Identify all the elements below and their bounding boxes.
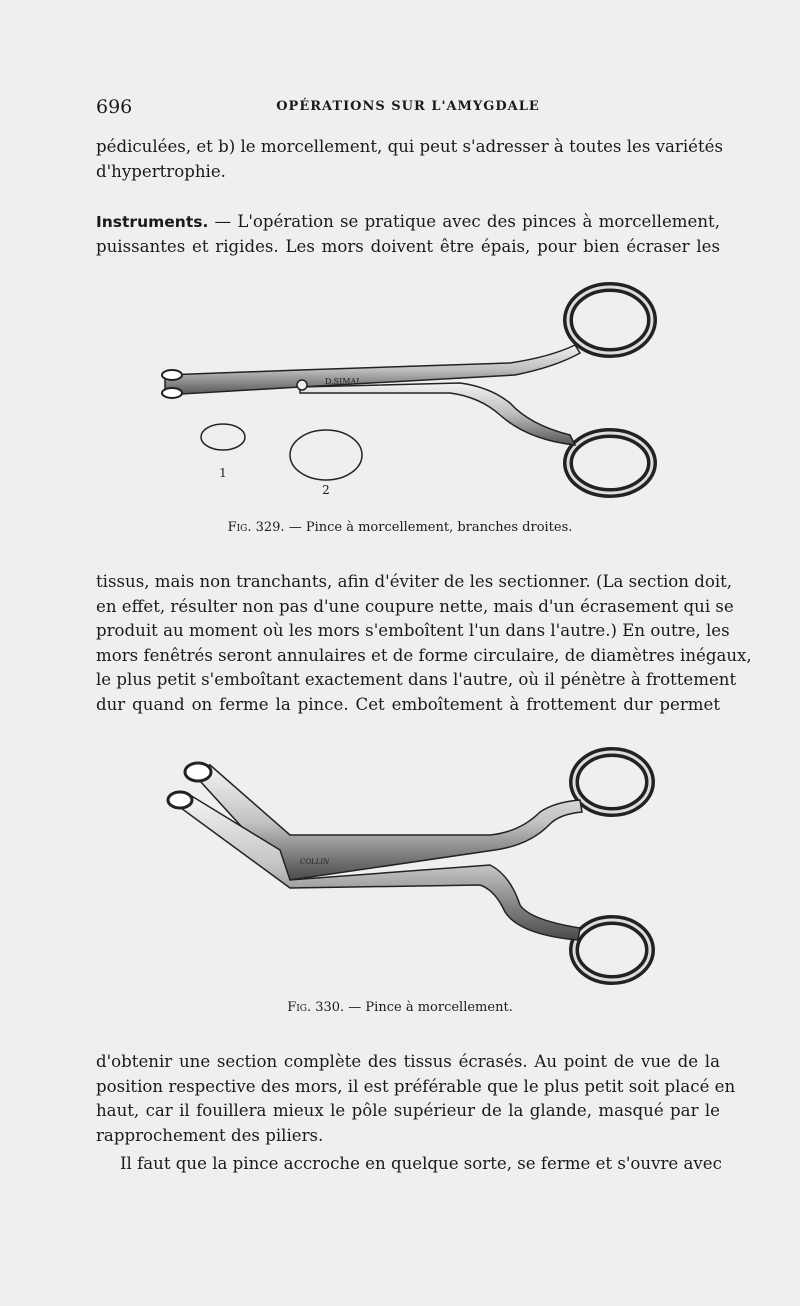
caption-text: — Pince à morcellement, branches droites. bbox=[284, 520, 573, 535]
figure-label-2: 2 bbox=[322, 483, 330, 497]
paragraph-1 bbox=[96, 135, 723, 184]
text-line: pédiculées, et b) le morcellement, qui peut s'adresser à toutes les variétés bbox=[96, 137, 723, 156]
text-line: d'hypertrophie. bbox=[96, 161, 226, 181]
running-head: OPÉRATIONS SUR L'AMYGDALE bbox=[276, 99, 540, 114]
text-line: le plus petit s'emboîtant exactement dans l'autre, où il pénètre à frottement bbox=[96, 670, 737, 689]
maker-mark: D.SIMAL bbox=[325, 377, 362, 386]
text-line: d'obtenir une section complète des tissus écrasés. Au point de vue de la bbox=[96, 1052, 720, 1071]
straight-forceps-drawing bbox=[162, 287, 652, 493]
text-line bbox=[96, 210, 720, 235]
text-line: position respective des mors, il est préférable que le plus petit soit placé en bbox=[96, 1076, 736, 1096]
large-jaw-ring-diagram bbox=[290, 430, 362, 480]
text-line: rapprochement des piliers. bbox=[96, 1125, 324, 1145]
figure-number: Fig. 329. bbox=[227, 520, 285, 535]
text-line: mors fenêtrés seront annulaires et de forme circulaire, de diamètres inégaux, bbox=[96, 645, 752, 665]
text-fragment: — L'opération se pratique avec des pinces à morcellement, bbox=[208, 212, 720, 231]
figure-number: Fig. 330. bbox=[287, 1000, 345, 1015]
small-jaw-ring-diagram bbox=[201, 424, 245, 450]
figure-label-1: 1 bbox=[219, 466, 227, 480]
text-line: Il faut que la pince accroche en quelque sorte, se ferme et s'ouvre avec bbox=[120, 1154, 722, 1173]
page-header bbox=[96, 96, 720, 122]
figure-330-caption bbox=[0, 1000, 800, 1015]
section-heading: Instruments. bbox=[96, 213, 209, 231]
paragraph-2 bbox=[96, 210, 720, 259]
text-line: tissus, mais non tranchants, afin d'éviter de les sectionner. (La section doit, bbox=[96, 572, 733, 591]
figure-330-illustration bbox=[160, 740, 670, 990]
text-line: puissantes et rigides. Les mors doivent être épais, pour bien écraser les bbox=[96, 236, 720, 256]
page-number: 696 bbox=[96, 96, 133, 118]
text-line: haut, car il fouillera mieux le pôle supérieur de la glande, masqué par le bbox=[96, 1101, 720, 1120]
angled-forceps-drawing bbox=[168, 752, 650, 980]
text-line: dur quand on ferme la pince. Cet emboîtement à frottement dur permet bbox=[96, 694, 720, 714]
paragraph-5 bbox=[96, 1152, 720, 1177]
text-line: produit au moment où les mors s'emboîtent l'un dans l'autre.) En outre, les bbox=[96, 621, 730, 640]
paragraph-3 bbox=[96, 570, 752, 717]
caption-text: — Pince à morcellement. bbox=[344, 1000, 513, 1015]
figure-329-illustration bbox=[150, 275, 670, 505]
text-line: en effet, résulter non pas d'une coupure nette, mais d'un écrasement qui se bbox=[96, 596, 734, 616]
maker-mark: COLLIN bbox=[300, 858, 330, 866]
figure-329-caption bbox=[0, 520, 800, 535]
paragraph-4 bbox=[96, 1050, 736, 1148]
